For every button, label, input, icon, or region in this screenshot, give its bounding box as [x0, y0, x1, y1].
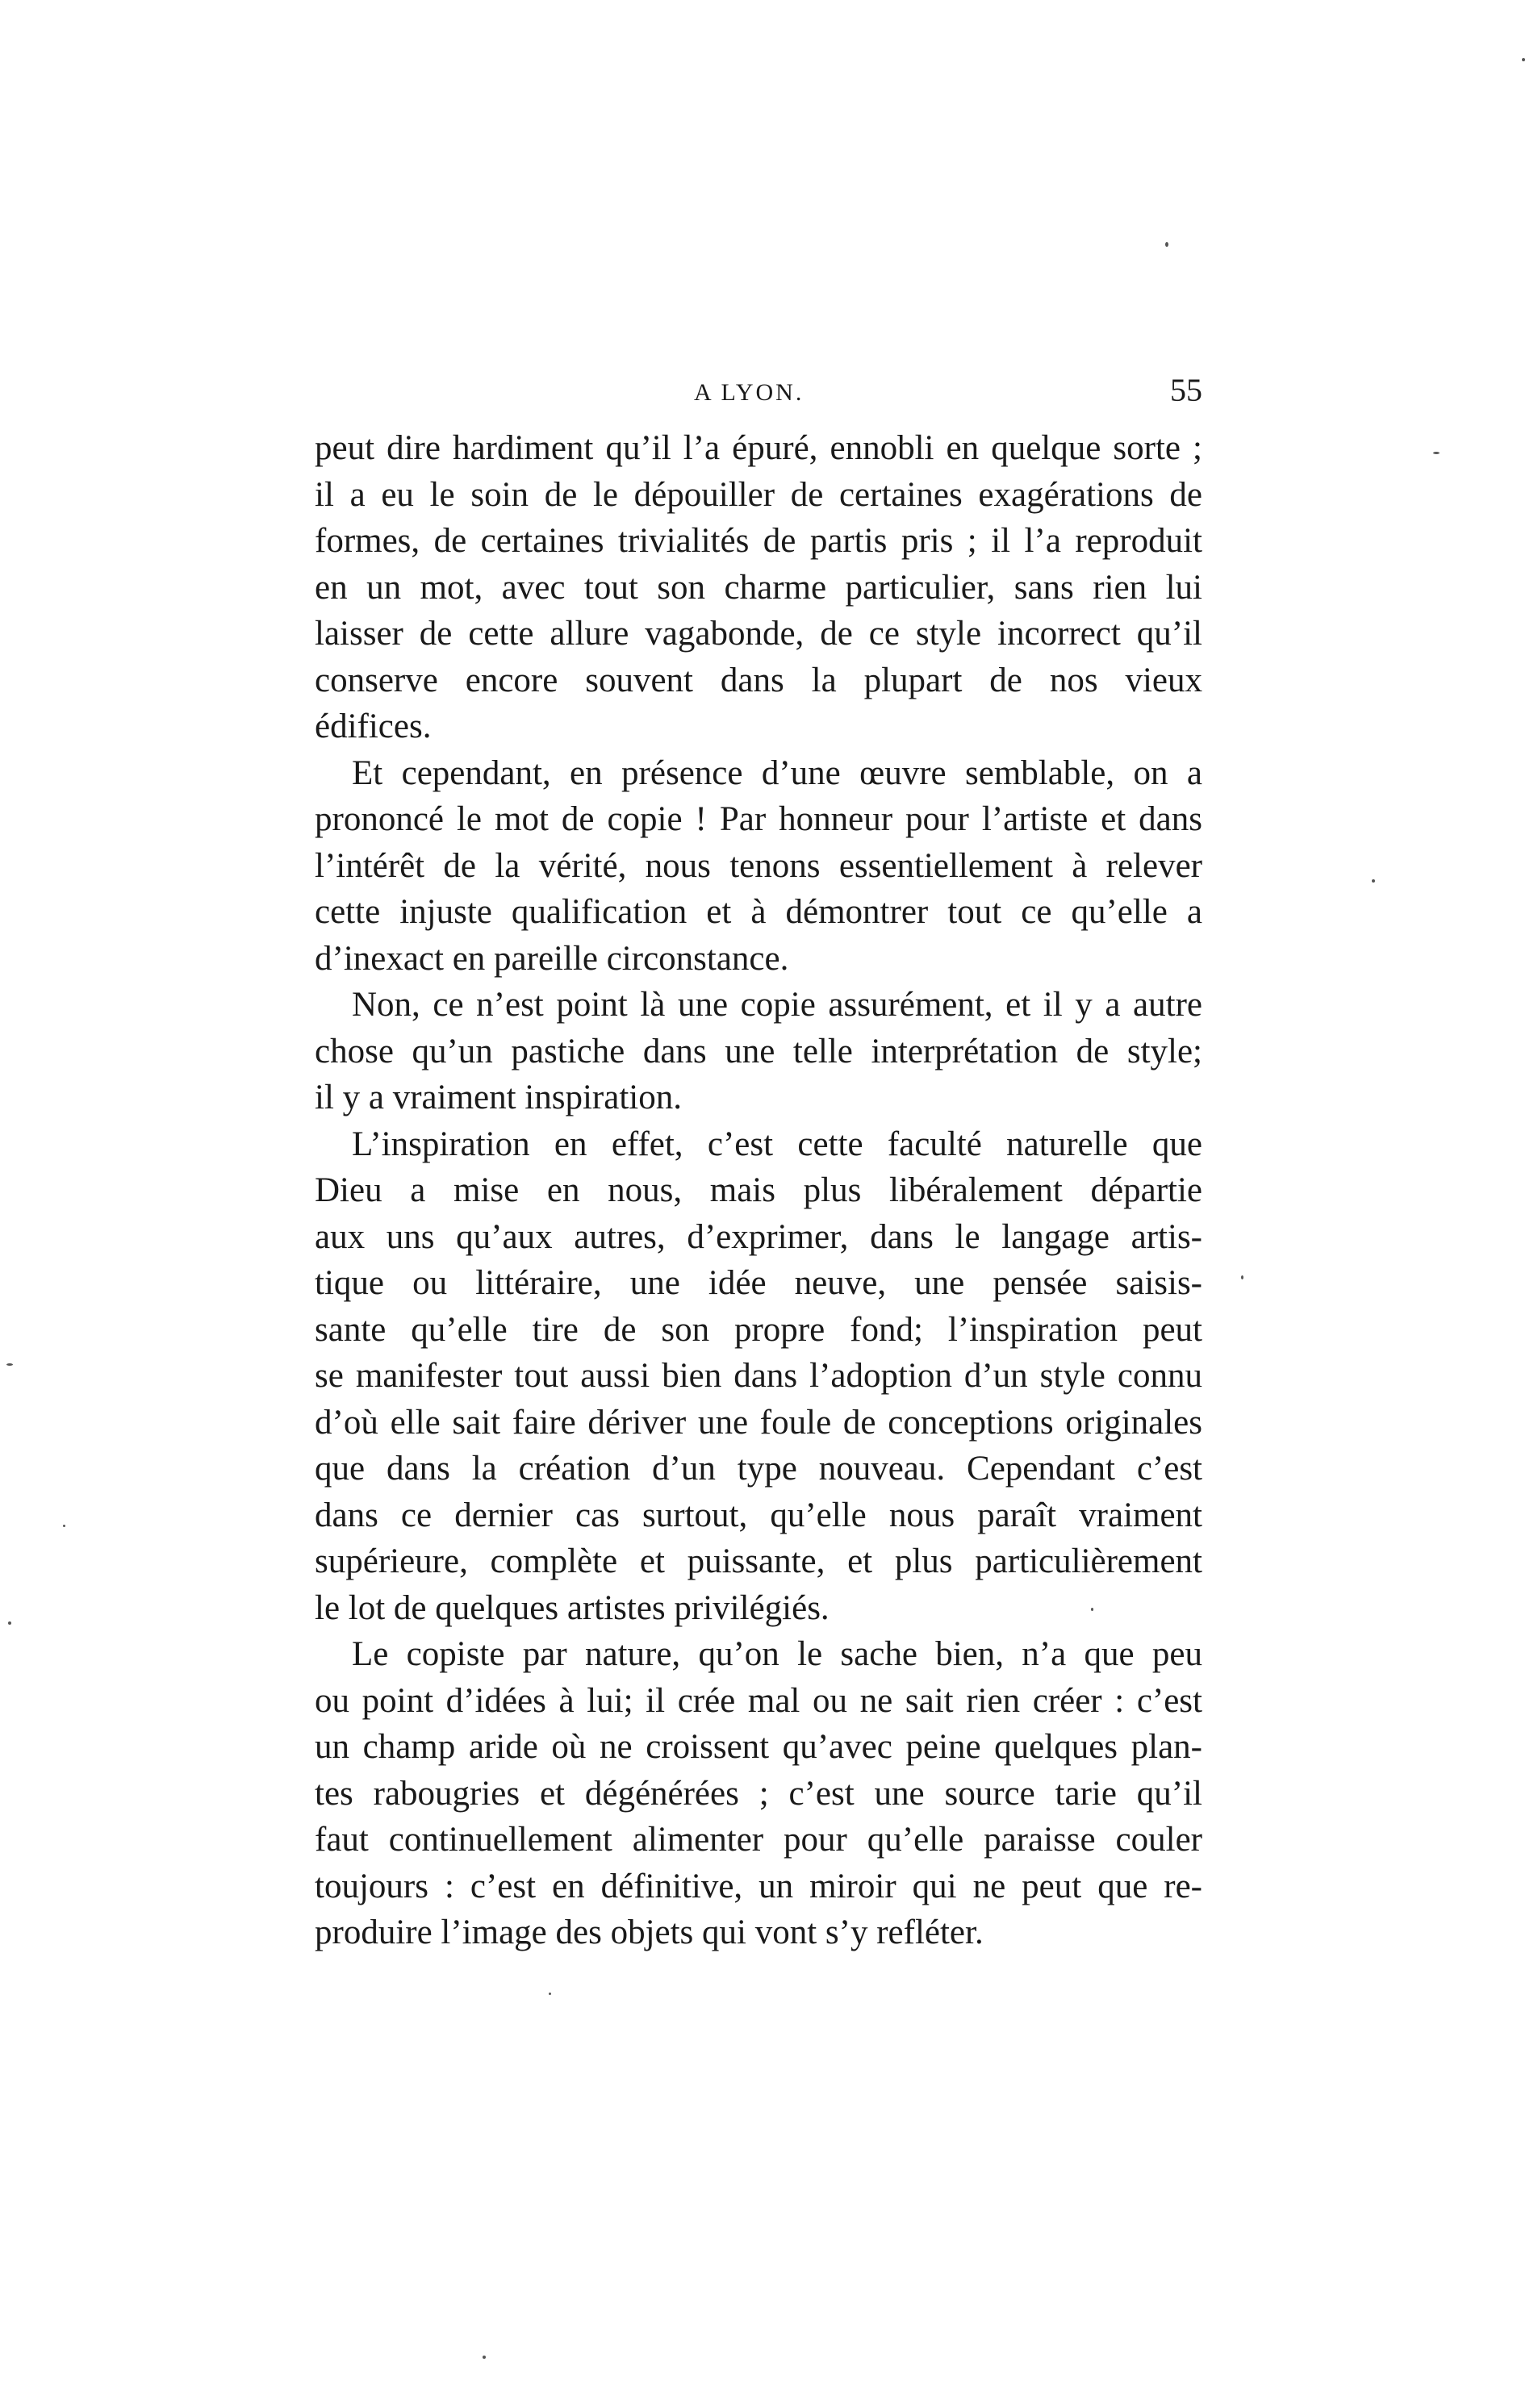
text-line: tes rabougries et dégénérées ; c’est une source tarie qu’il [315, 1774, 1202, 1813]
text-line: laisser de cette allure vagabonde, de ce style incorrect qu’il [315, 615, 1202, 653]
text-line: se manifester tout aussi bien dans l’adoption d’un style connu [315, 1357, 1202, 1395]
text-line: d’inexact en pareille circonstance. [315, 939, 789, 978]
body-text [315, 425, 1202, 1956]
text-line: il a eu le soin de le dépouiller de certaines exagérations de [315, 475, 1202, 514]
paragraph [315, 1631, 1202, 1956]
text-line: dans ce dernier cas surtout, qu’elle nous paraît vraiment [315, 1496, 1202, 1534]
scan-speck [1372, 879, 1375, 883]
text-line: produire l’image des objets qui vont s’y refléter. [315, 1913, 984, 1951]
scan-speck [1522, 58, 1525, 61]
text-line: L’inspiration en effet, c’est cette faculté naturelle que [352, 1125, 1202, 1163]
scan-speck [1091, 1608, 1093, 1611]
text-line: un champ aride où ne croissent qu’avec peine quelques plan- [315, 1728, 1202, 1766]
text-line: toujours : c’est en définitive, un miroir qui ne peut que re- [315, 1867, 1202, 1905]
scan-speck [549, 1993, 551, 1995]
running-head [315, 371, 1202, 419]
text-line: Le copiste par nature, qu’on le sache bien, n’a que peu [352, 1635, 1202, 1673]
text-line: chose qu’un pastiche dans une telle interprétation de style; [315, 1032, 1202, 1070]
paragraph [315, 425, 1202, 750]
text-line: l’intérêt de la vérité, nous tenons essentiellement à relever [315, 846, 1202, 885]
text-line: conserve encore souvent dans la plupart de nos vieux [315, 661, 1202, 699]
scan-speck [1433, 452, 1440, 454]
text-line: en un mot, avec tout son charme particulier, sans rien lui [315, 568, 1202, 607]
text-line: formes, de certaines trivialités de partis pris ; il l’a reproduit [315, 522, 1202, 560]
scan-speck [1241, 1275, 1243, 1279]
text-line: supérieure, complète et puissante, et plus particulièrement [315, 1542, 1202, 1580]
text-line: Dieu a mise en nous, mais plus libéralement départie [315, 1171, 1202, 1209]
text-line: faut continuellement alimenter pour qu’elle paraisse couler [315, 1821, 1202, 1859]
text-line: peut dire hardiment qu’il l’a épuré, ennobli en quelque sorte ; [315, 429, 1202, 467]
text-line: que dans la création d’un type nouveau. Cependant c’est [315, 1450, 1202, 1488]
text-line: sante qu’elle tire de son propre fond; l’inspiration peut [315, 1310, 1202, 1349]
page-number: 55 [1170, 372, 1202, 408]
text-line: il y a vraiment inspiration. [315, 1079, 682, 1116]
text-line: aux uns qu’aux autres, d’exprimer, dans le langage artis- [315, 1217, 1202, 1256]
text-line: le lot de quelques artistes privilégiés. [315, 1588, 830, 1627]
text-line: d’où elle sait faire dériver une foule de conceptions originales [315, 1403, 1202, 1442]
text-line: ou point d’idées à lui; il crée mal ou ne sait rien créer : c’est [315, 1681, 1202, 1720]
text-line: prononcé le mot de copie ! Par honneur pour l’artiste et dans [315, 800, 1202, 838]
text-line: édifices. [315, 707, 432, 745]
paragraph [315, 750, 1202, 983]
running-head-title: A LYON. [694, 379, 805, 406]
scan-speck [63, 1525, 65, 1527]
scan-speck [1165, 242, 1168, 247]
scan-speck [6, 1363, 13, 1366]
scan-speck [8, 1621, 11, 1625]
text-line: cette injuste qualification et à démontrer tout ce qu’elle a [315, 893, 1202, 931]
text-line: tique ou littéraire, une idée neuve, une pensée saisis- [315, 1264, 1202, 1302]
scan-speck [483, 2356, 486, 2359]
paragraph [315, 1121, 1202, 1632]
text-line: Non, ce n’est point là une copie assurément, et il y a autre [352, 986, 1202, 1024]
paragraph [315, 982, 1202, 1121]
text-line: Et cependant, en présence d’une œuvre semblable, on a [352, 753, 1202, 792]
